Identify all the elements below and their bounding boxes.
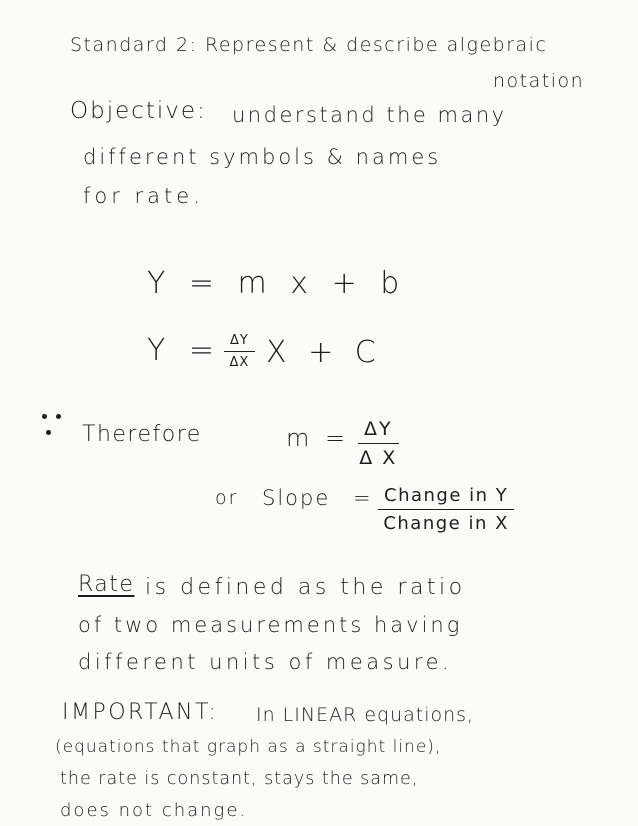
objective-text-line1: understand the many	[232, 103, 507, 127]
slope-equals: Slope =	[262, 486, 373, 510]
objective-text-line2: different symbols & names	[83, 145, 442, 169]
definition-line3: different units of measure.	[78, 650, 453, 674]
slope-fraction-denominator: Change in X	[383, 513, 509, 534]
or-text: or	[215, 487, 239, 509]
slope-fraction	[378, 485, 514, 534]
delta-equation-rhs: X + C	[266, 335, 382, 370]
important-label: IMPORTANT:	[62, 700, 219, 725]
important-line4: does not change.	[60, 800, 248, 821]
definition-line1: is defined as the ratio	[145, 575, 466, 600]
definition-line2: of two measurements having	[78, 613, 463, 637]
rate-word: Rate	[78, 572, 135, 597]
m-equals: m =	[286, 424, 350, 452]
objective-text-line3: for rate.	[83, 184, 204, 208]
delta-fraction	[224, 333, 255, 370]
delta-fraction-numerator: ΔY	[224, 333, 255, 352]
important-line2: (equations that graph as a straight line),	[55, 737, 442, 757]
standard-heading-continued: notation	[493, 70, 585, 92]
standard-heading: Standard 2: Represent & describe algebraic	[70, 34, 548, 56]
objective-label: Objective:	[70, 98, 207, 124]
m-fraction-denominator: Δ X	[359, 447, 398, 469]
important-line3: the rate is constant, stays the same,	[60, 769, 419, 789]
slope-fraction-numerator: Change in Y	[378, 485, 514, 510]
therefore-symbol	[40, 412, 70, 446]
delta-equation-lhs: Y =	[147, 333, 221, 368]
slope-intercept-equation: Y = m x + b	[147, 266, 407, 301]
m-fraction-numerator: ΔY	[358, 418, 399, 444]
delta-fraction-denominator: ΔX	[229, 355, 250, 370]
important-line1: In LINEAR equations,	[256, 704, 475, 726]
therefore-text: Therefore	[82, 422, 202, 447]
m-fraction	[358, 418, 399, 469]
